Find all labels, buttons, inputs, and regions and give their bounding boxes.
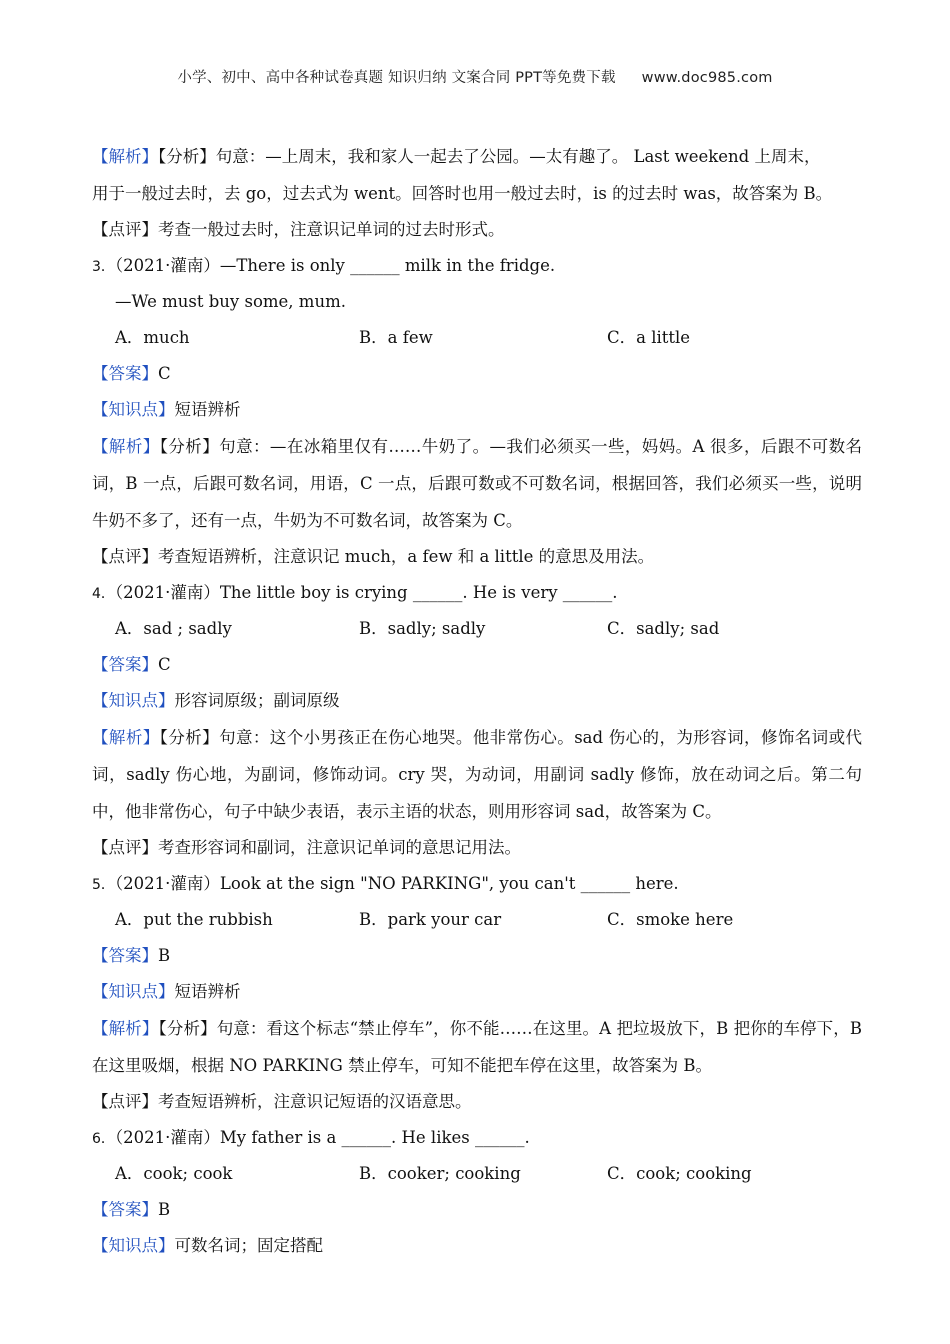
q5-stem — [92, 866, 862, 902]
q6-point — [92, 1228, 862, 1264]
q4-analysis-text: 句意：这个小男孩正在伤心地哭。他非常伤心。sad 伤心的，为形容词，修饰名词或代词，sadly 伤心地，为副词，修饰动词。cry 哭，为动词，用副词 sadly 修饰，放在动词之后。第二句中，他非常伤心，句子中缺少表语，表示主语的状态，则用形容词 sad，故答案为 C。 — [92, 728, 863, 821]
knowledge-tag: 【知识点】 — [92, 400, 175, 419]
q4-answer-value: C — [158, 655, 171, 674]
q4-options — [92, 611, 862, 647]
prev-comment — [92, 212, 862, 248]
fenxi-tag: 【分析】 — [158, 1019, 217, 1038]
q5-comment-text: 考查短语辨析，注意识记短语的汉语意思。 — [158, 1092, 472, 1111]
q3-options — [92, 320, 862, 356]
prev-analysis-text-1: 句意：—上周末，我和家人一起去了公园。—太有趣了。 Last weekend 上周末， — [215, 147, 821, 166]
q3-stem — [92, 248, 862, 284]
answer-tag: 【答案】 — [92, 655, 158, 674]
q4-option-a: A．sad ; sadly — [115, 619, 232, 638]
knowledge-tag: 【知识点】 — [92, 691, 175, 710]
q4-number: 4． — [92, 586, 115, 602]
q3-number: 3． — [92, 259, 115, 275]
knowledge-tag: 【知识点】 — [92, 982, 175, 1001]
q4-stem-text: （2021·灌南）The little boy is crying ______. He is very ______. — [114, 583, 618, 602]
q4-option-b: B．sadly; sadly — [359, 619, 486, 638]
q5-number: 5． — [92, 877, 115, 893]
fenxi-tag: 【分析】 — [159, 728, 220, 747]
answer-tag: 【答案】 — [92, 364, 158, 383]
q3-option-c: C．a little — [607, 328, 691, 347]
header-text: 小学、初中、高中各种试卷真题 知识归纳 文案合同 PPT等免费下载 — [177, 70, 616, 86]
q4-point-text: 形容词原级；副词原级 — [174, 691, 340, 710]
q4-stem — [92, 575, 862, 611]
q6-stem — [92, 1120, 862, 1156]
q6-options — [92, 1156, 862, 1192]
q6-answer-value: B — [158, 1200, 171, 1219]
q3-point-text: 短语辨析 — [174, 400, 241, 419]
comment-tag: 【点评】 — [92, 1092, 158, 1111]
document-body — [92, 138, 862, 1264]
q5-answer-value: B — [158, 946, 171, 965]
q4-option-c: C．sadly; sad — [607, 619, 720, 638]
q6-point-text: 可数名词；固定搭配 — [174, 1236, 323, 1255]
q3-comment — [92, 539, 862, 575]
q6-option-c: C．cook; cooking — [607, 1164, 752, 1183]
q3-option-a: A．much — [115, 328, 190, 347]
comment-tag: 【点评】 — [92, 220, 158, 239]
q5-answer — [92, 938, 862, 974]
q4-point — [92, 683, 862, 719]
q5-option-a: A．put the rubbish — [115, 910, 273, 929]
comment-tag: 【点评】 — [92, 547, 158, 566]
q3-comment-text: 考查短语辨析，注意识记 much，a few 和 a little 的意思及用法。 — [158, 547, 655, 566]
analysis-tag: 【解析】 — [92, 147, 158, 166]
header-site: www.doc985.com — [641, 70, 773, 86]
prev-analysis-text-2: 用于一般过去时，去 go，过去式为 went。回答时也用一般过去时，is 的过去时 was，故答案为 B。 — [92, 184, 833, 203]
q3-point — [92, 392, 862, 428]
q5-stem-text: （2021·灌南）Look at the sign "NO PARKING", you can't ______ here. — [114, 874, 679, 893]
q5-analysis-text: 句意：看这个标志“禁止停车”，你不能……在这里。A 把垃圾放下，B 把你的车停下，B 在这里吸烟，根据 NO PARKING 禁止停车，可知不能把车停在这里，故答案为 B。 — [92, 1019, 863, 1075]
q5-point — [92, 974, 862, 1010]
q5-point-text: 短语辨析 — [174, 982, 241, 1001]
q3-stem-text: （2021·灌南）—There is only ______ milk in the fridge. — [114, 256, 556, 275]
answer-tag: 【答案】 — [92, 1200, 158, 1219]
analysis-tag: 【解析】 — [92, 437, 160, 456]
q3-answer — [92, 356, 862, 392]
comment-tag: 【点评】 — [92, 838, 158, 857]
q4-answer — [92, 647, 862, 683]
analysis-tag: 【解析】 — [92, 728, 160, 747]
fenxi-tag: 【分析】 — [158, 147, 216, 166]
q5-analysis — [92, 1010, 862, 1084]
q6-stem-text: （2021·灌南）My father is a ______. He likes ______. — [114, 1128, 530, 1147]
q3-option-b: B．a few — [359, 328, 433, 347]
q6-number: 6． — [92, 1131, 115, 1147]
q6-option-b: B．cooker; cooking — [359, 1164, 521, 1183]
q6-answer — [92, 1192, 862, 1228]
prev-comment-text: 考查一般过去时，注意识记单词的过去时形式。 — [158, 220, 505, 239]
q4-analysis — [92, 719, 862, 830]
q3-answer-value: C — [158, 364, 171, 383]
q4-comment — [92, 830, 862, 866]
q3-stem2: —We must buy some, mum. — [115, 292, 346, 311]
answer-tag: 【答案】 — [92, 946, 158, 965]
page-header — [0, 66, 950, 87]
q4-comment-text: 考查形容词和副词，注意识记单词的意思记用法。 — [158, 838, 521, 857]
fenxi-tag: 【分析】 — [159, 437, 220, 456]
q5-options — [92, 902, 862, 938]
q5-comment — [92, 1084, 862, 1120]
q3-analysis — [92, 428, 862, 539]
knowledge-tag: 【知识点】 — [92, 1236, 175, 1255]
q5-option-b: B．park your car — [359, 910, 502, 929]
q6-option-a: A．cook; cook — [115, 1164, 233, 1183]
q5-option-c: C．smoke here — [607, 910, 734, 929]
prev-analysis — [92, 138, 862, 212]
analysis-tag: 【解析】 — [92, 1019, 159, 1038]
q3-analysis-text: 句意：—在冰箱里仅有……牛奶了。—我们必须买一些，妈妈。A 很多，后跟不可数名词，B 一点，后跟可数名词，用语，C 一点，后跟可数或不可数名词，根据回答，我们必须买一些，说明牛奶不多了，还有一点，牛奶为不可数名词，故答案为 C。 — [92, 437, 863, 530]
